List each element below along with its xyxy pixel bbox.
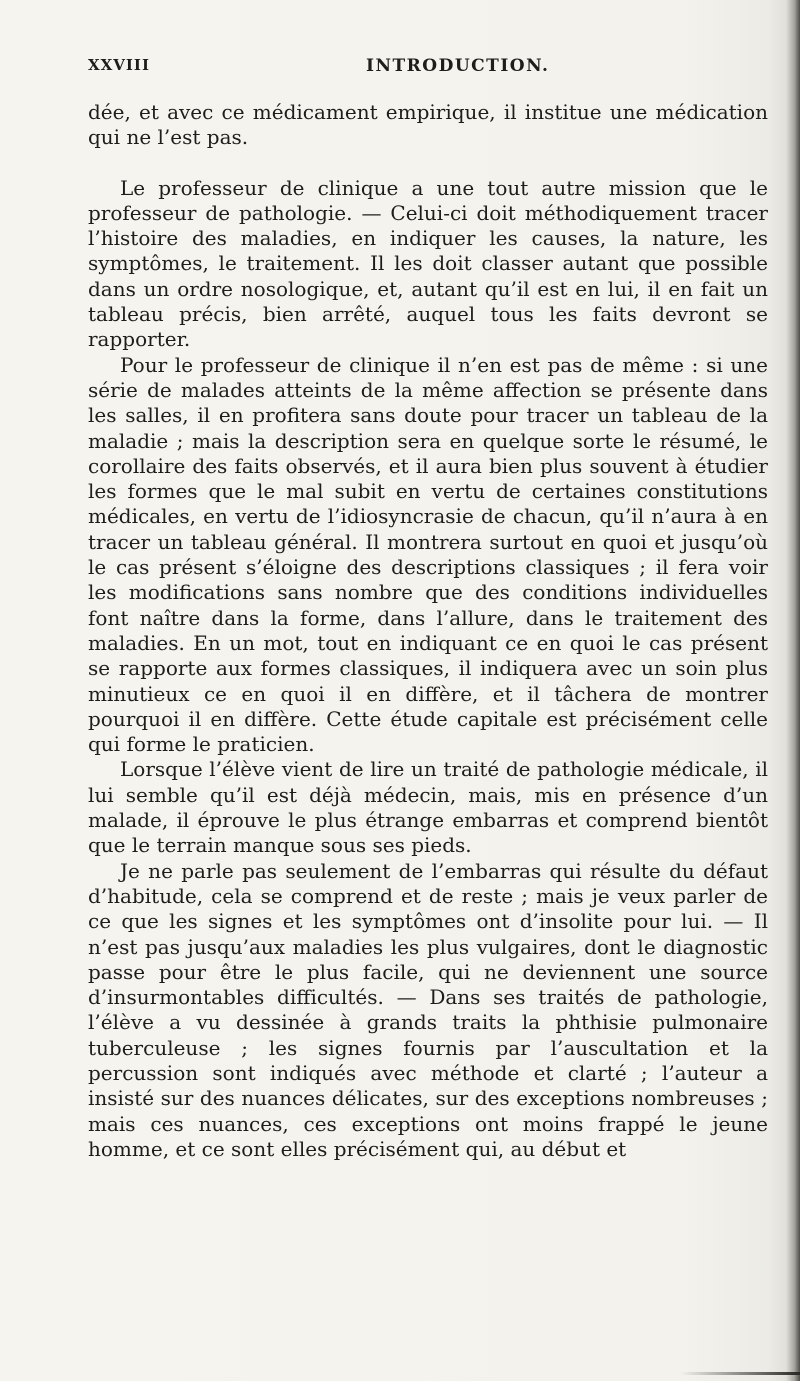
paragraph-clinique-mission: Le professeur de clinique a une tout autre mission que le professeur de pathologie. — Celui-ci doit méthodiquement tracer l’histoire des maladies, en indiquer les causes, la nature, les symptômes, le traitement. Il les doit classer autant que possible dans un ordre nosologique, et, autant qu’il est en lui, il en fait un tableau précis, bien arrêté, auquel tous les faits devront se rapporter. bbox=[88, 175, 768, 352]
page-number: XXVIII bbox=[88, 56, 150, 74]
page-header bbox=[88, 56, 768, 82]
body-text bbox=[88, 100, 768, 1162]
scan-edge-mark bbox=[680, 1372, 800, 1375]
paragraph-professeur-clinique: Pour le professeur de clinique il n’en est pas de même : si une série de malades atteints de la même affection se présente dans les salles, il en profitera sans doute pour tracer un tableau de la maladie ; mais la description sera en quelque sorte le résumé, le corollaire des faits observés, et il aura bien plus souvent à étudier les formes que le mal subit en vertu de certaines constitutions médicales, en vertu de l’idiosyncrasie de chacun, qu’il n’aura à en tracer un tableau général. Il montrera surtout en quoi et jusqu’où le cas présent s’éloigne des descriptions classiques ; il fera voir les modifications sans nombre que des conditions individuelles font naître dans la forme, dans l’allure, dans le traitement des maladies. En un mot, tout en indiquant ce en quoi le cas présent se rapporte aux formes classiques, il indiquera avec un soin plus minutieux ce en quoi il en diffère, et il tâchera de montrer pourquoi il en diffère. Cette étude capitale est précisément celle qui forme le praticien. bbox=[88, 352, 768, 757]
paragraph-continued: dée, et avec ce médicament empirique, il institue une médication qui ne l’est pas. bbox=[88, 100, 768, 150]
paragraph-eleve-embarras: Lorsque l’élève vient de lire un traité de pathologie médicale, il lui semble qu’il est déjà médecin, mais, mis en présence d’un malade, il éprouve le plus étrange embarras et comprend bientôt que le terrain manque sous ses pieds. bbox=[88, 757, 768, 858]
running-title: INTRODUCTION. bbox=[366, 56, 550, 76]
paragraph-signes-symptomes: Je ne parle pas seulement de l’embarras qui résulte du défaut d’habitude, cela se comprend et de reste ; mais je veux parler de ce que les signes et les symptômes ont d’insolite pour lui. — Il n’est pas jusqu’aux maladies les plus vulgaires, dont le diagnostic passe pour être le plus facile, qui ne deviennent une source d’insurmontables difficultés. — Dans ses traités de pathologie, l’élève a vu dessinée à grands traits la phthisie pulmonaire tuberculeuse ; les signes fournis par l’auscultation et la percussion sont indiqués avec méthode et clarté ; l’auteur a insisté sur des nuances délicates, sur des exceptions nombreuses ; mais ces nuances, ces exceptions ont moins frappé le jeune homme, et ce sont elles précisément qui, au début et bbox=[88, 858, 768, 1161]
page-edge-shadow bbox=[786, 0, 800, 1381]
